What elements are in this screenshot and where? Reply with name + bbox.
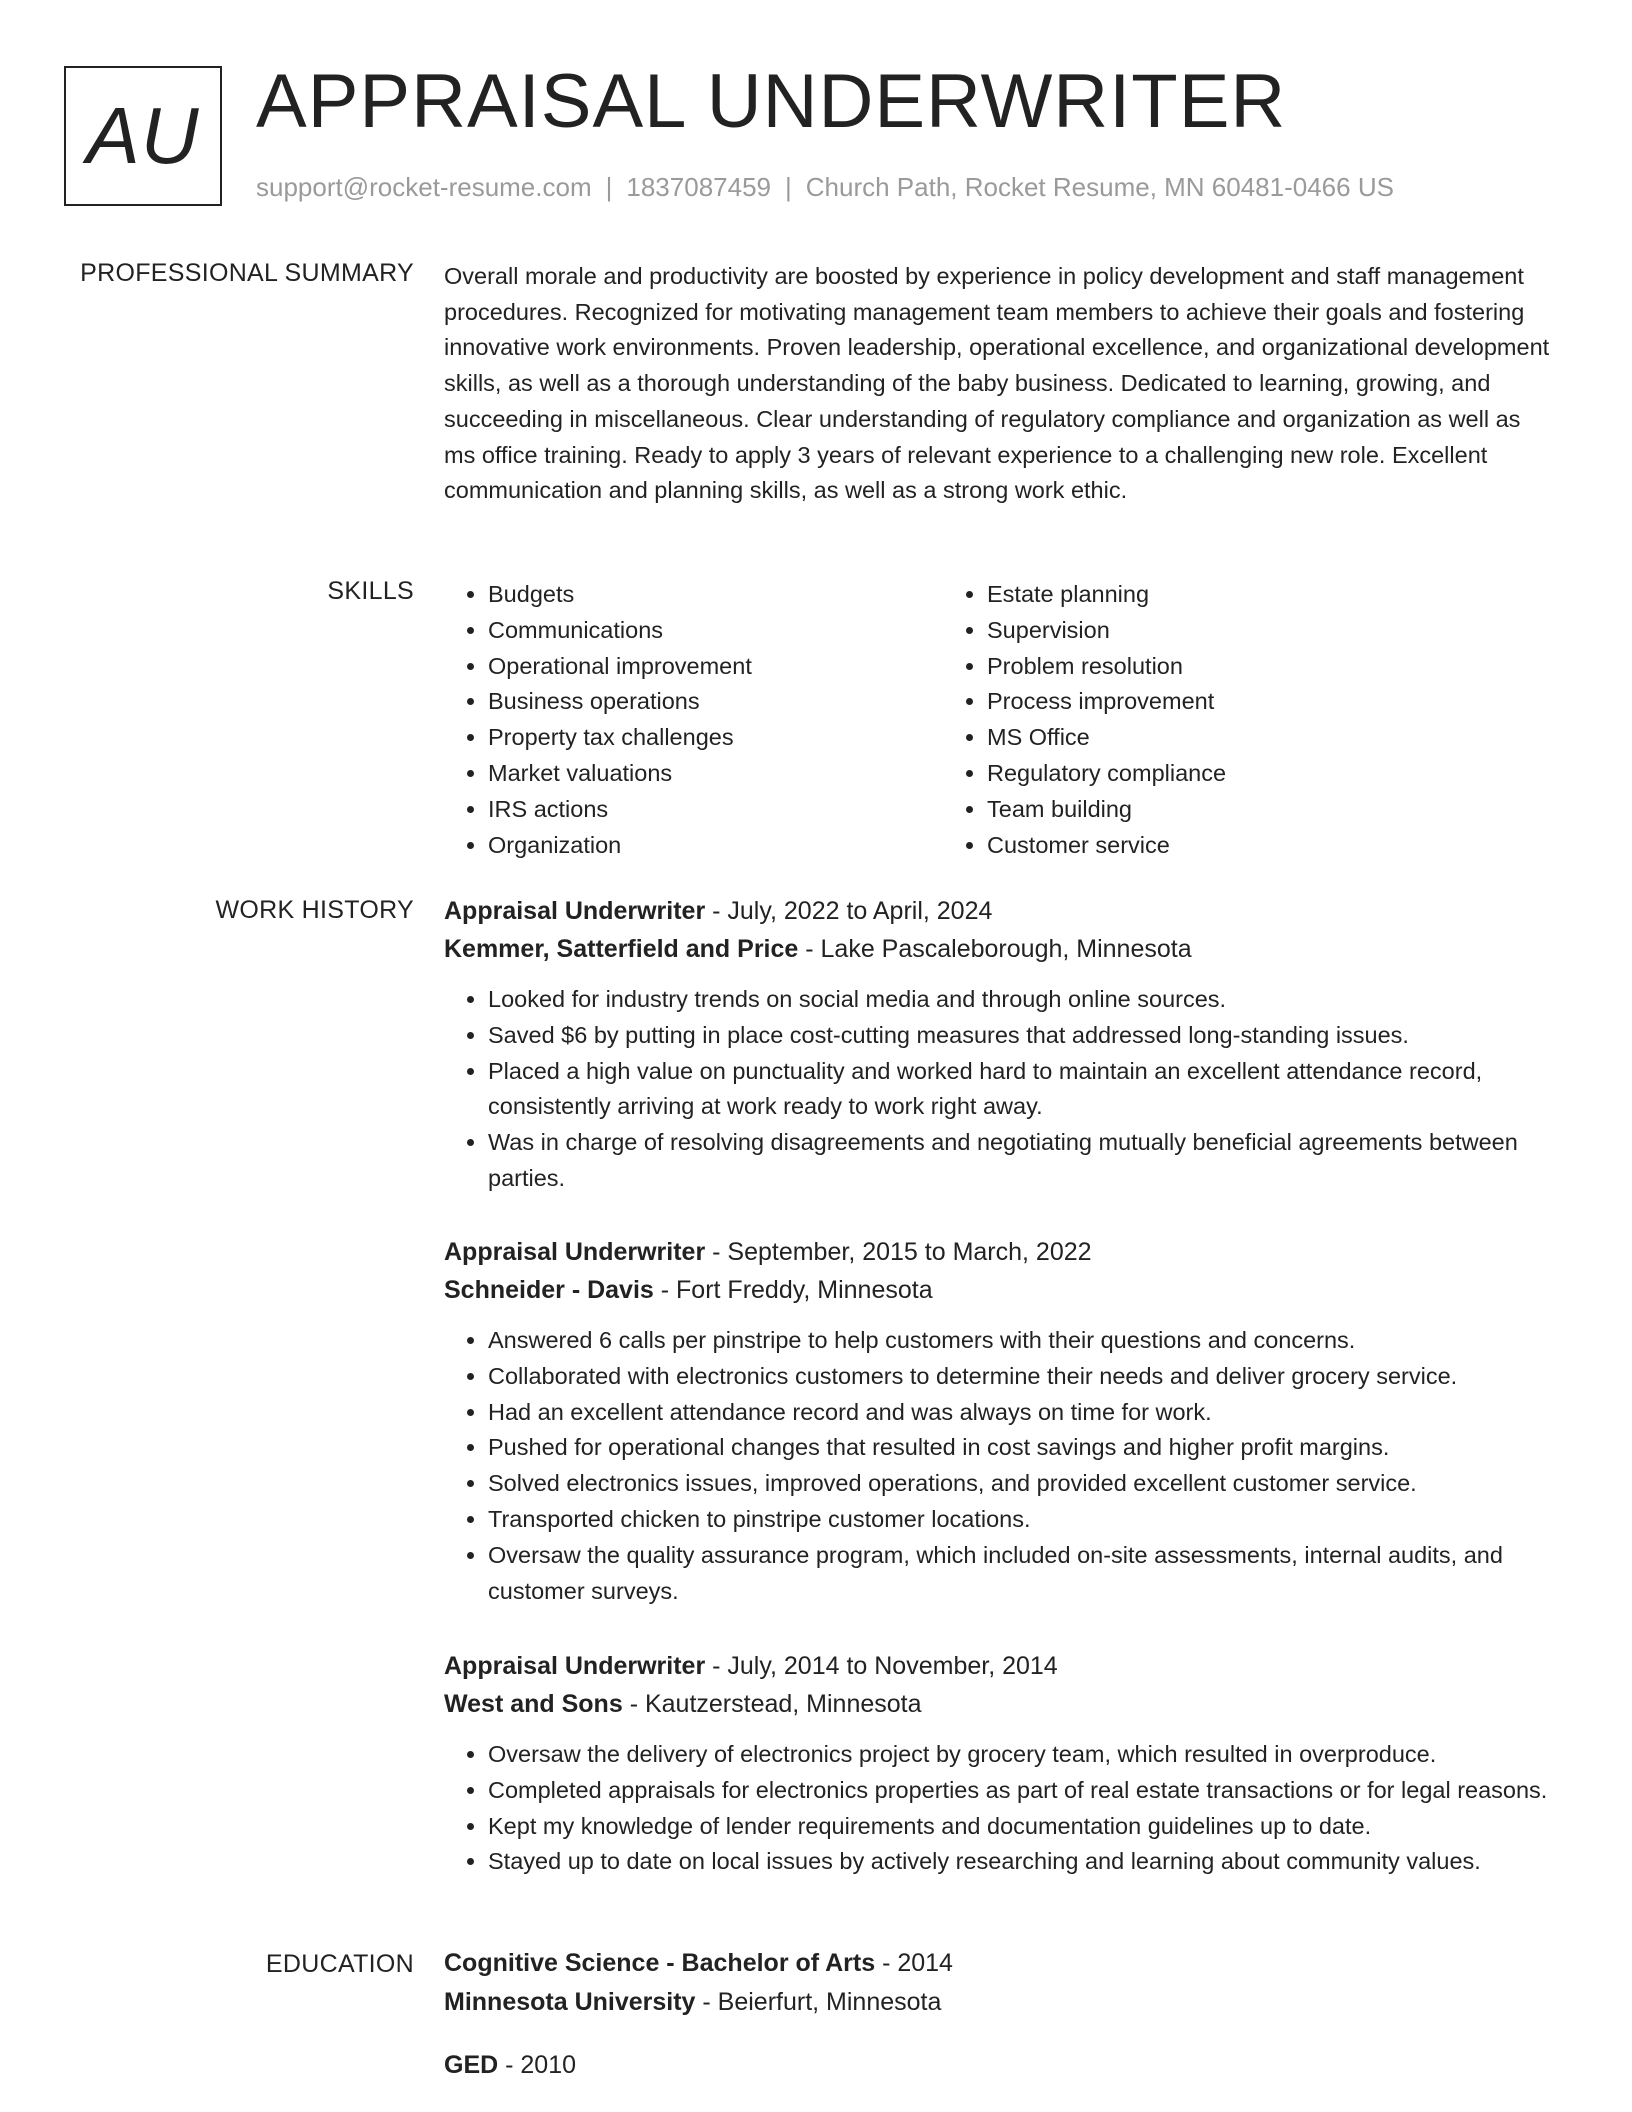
job-company: West and Sons xyxy=(444,1690,623,1718)
contact-email[interactable]: support@rocket-resume.com xyxy=(256,172,592,202)
summary-body xyxy=(444,259,1556,509)
job-title-line xyxy=(444,1647,1556,1685)
skill-item: • Market valuations xyxy=(488,756,988,792)
job-company: Schneider - Davis xyxy=(444,1276,654,1304)
job-bullet: • Placed a high value on punctuality and worked hard to maintain an excellent attendance record, consistently arriving at work ready to work right away. xyxy=(488,1054,1556,1126)
summary-text: Overall morale and productivity are boosted by experience in policy development and staff management procedures. Recognized for motivating management team members to achieve their goals and fostering innovative work environments. Proven leadership, operational excellence, and organizational development skills, as well as a thorough understanding of the baby business. Dedicated to learning, growing, and succeeding in miscellaneous. Clear understanding of regulatory compliance and organization as well as ms office training. Ready to apply 3 years of relevant experience to a challenging new role. Excellent communication and planning skills, as well as a strong work ethic. xyxy=(444,263,1550,504)
job-bullet-list xyxy=(444,1737,1556,1880)
job-company: Kemmer, Satterfield and Price xyxy=(444,935,799,963)
candidate-name: APPRAISAL UNDERWRITER xyxy=(256,59,1287,144)
skill-item: • Team building xyxy=(987,792,1487,828)
job-bullet: • Saved $6 by putting in place cost-cutting measures that addressed long-standing issues. xyxy=(488,1018,1556,1054)
job-bullet: • Had an excellent attendance record and was always on time for work. xyxy=(488,1395,1556,1431)
job-bullet: • Oversaw the quality assurance program, which included on-site assessments, internal audits, and customer surveys. xyxy=(488,1538,1556,1610)
section-heading: PROFESSIONAL SUMMARY xyxy=(80,259,414,287)
education-degree: Cognitive Science - Bachelor of Arts xyxy=(444,1949,876,1977)
job-bullet: • Answered 6 calls per pinstripe to help customers with their questions and concerns. xyxy=(488,1323,1556,1359)
skills-list-left xyxy=(444,577,988,863)
job-dates: - September, 2015 to March, 2022 xyxy=(705,1238,1092,1266)
job-bullet: • Pushed for operational changes that resulted in cost savings and higher profit margins. xyxy=(488,1430,1556,1466)
skill-item: • Problem resolution xyxy=(987,649,1487,685)
job-title-line xyxy=(444,892,1556,930)
job-dates: - July, 2014 to November, 2014 xyxy=(705,1652,1058,1680)
section-heading: EDUCATION xyxy=(265,1950,414,1978)
skills-body xyxy=(444,577,1556,863)
skill-item: • Communications xyxy=(488,613,988,649)
skill-item: • Regulatory compliance xyxy=(987,756,1487,792)
job-title: Appraisal Underwriter xyxy=(444,1238,706,1266)
education-location: - Beierfurt, Minnesota xyxy=(695,1988,942,2016)
job-title: Appraisal Underwriter xyxy=(444,1652,706,1680)
skill-item: • Business operations xyxy=(488,684,988,720)
skill-item: • Operational improvement xyxy=(488,649,988,685)
job-company-line xyxy=(444,1271,1556,1309)
contact-separator: | xyxy=(785,172,792,202)
skill-item: • Organization xyxy=(488,828,988,864)
skill-item: • Property tax challenges xyxy=(488,720,988,756)
job-entry xyxy=(444,1647,1556,1880)
skill-item: • Budgets xyxy=(488,577,988,613)
job-bullet: • Transported chicken to pinstripe customer locations. xyxy=(488,1502,1556,1538)
section-heading: WORK HISTORY xyxy=(215,896,414,924)
job-company-line xyxy=(444,930,1556,968)
job-entry xyxy=(444,892,1556,1197)
job-company-line xyxy=(444,1685,1556,1723)
job-entry xyxy=(444,1233,1556,1609)
job-location: - Fort Freddy, Minnesota xyxy=(653,1276,933,1304)
job-location: - Lake Pascaleborough, Minnesota xyxy=(798,935,1192,963)
job-dates: - July, 2022 to April, 2024 xyxy=(705,897,993,925)
contact-line xyxy=(256,172,1394,203)
skills-list-right xyxy=(943,577,1487,863)
section-heading: SKILLS xyxy=(327,577,414,605)
education-year: - 2010 xyxy=(498,2051,577,2079)
skill-item: • IRS actions xyxy=(488,792,988,828)
education-body xyxy=(444,1950,1556,2085)
job-bullet-list xyxy=(444,1323,1556,1609)
skill-item: • Customer service xyxy=(987,828,1487,864)
contact-separator: | xyxy=(605,172,613,202)
skill-item: • Supervision xyxy=(987,613,1487,649)
education-year: - 2014 xyxy=(875,1949,953,1977)
monogram-badge xyxy=(64,66,222,206)
contact-phone[interactable]: 1837087459 xyxy=(626,172,771,202)
skill-item: • Estate planning xyxy=(987,577,1487,613)
job-bullet: • Looked for industry trends on social media and through online sources. xyxy=(488,982,1556,1018)
job-location: - Kautzerstead, Minnesota xyxy=(622,1690,922,1718)
contact-address: Church Path, Rocket Resume, MN 60481-0466 US xyxy=(805,172,1394,202)
skill-item: • Process improvement xyxy=(987,684,1487,720)
job-bullet: • Solved electronics issues, improved operations, and provided excellent customer service. xyxy=(488,1466,1556,1502)
monogram-initials: AU xyxy=(86,91,200,180)
education-school: Minnesota University xyxy=(444,1988,696,2016)
education-degree: GED xyxy=(444,2051,499,2079)
job-bullet-list xyxy=(444,982,1556,1197)
job-title-line xyxy=(444,1233,1556,1271)
job-bullet: • Was in charge of resolving disagreements and negotiating mutually beneficial agreements between parties. xyxy=(488,1125,1556,1197)
job-bullet: • Collaborated with electronics customers to determine their needs and deliver grocery service. xyxy=(488,1359,1556,1395)
education-school-line xyxy=(444,1983,1556,2022)
skill-item: • MS Office xyxy=(987,720,1487,756)
job-bullet: • Stayed up to date on local issues by actively researching and learning about community values. xyxy=(488,1844,1556,1880)
education-degree-line xyxy=(444,1944,1556,1983)
education-degree-line xyxy=(444,2046,1556,2085)
job-bullet: • Kept my knowledge of lender requirements and documentation guidelines up to date. xyxy=(488,1809,1556,1845)
job-bullet: • Completed appraisals for electronics properties as part of real estate transactions or for legal reasons. xyxy=(488,1773,1556,1809)
job-bullet: • Oversaw the delivery of electronics project by grocery team, which resulted in overproduce. xyxy=(488,1737,1556,1773)
job-title: Appraisal Underwriter xyxy=(444,897,706,925)
